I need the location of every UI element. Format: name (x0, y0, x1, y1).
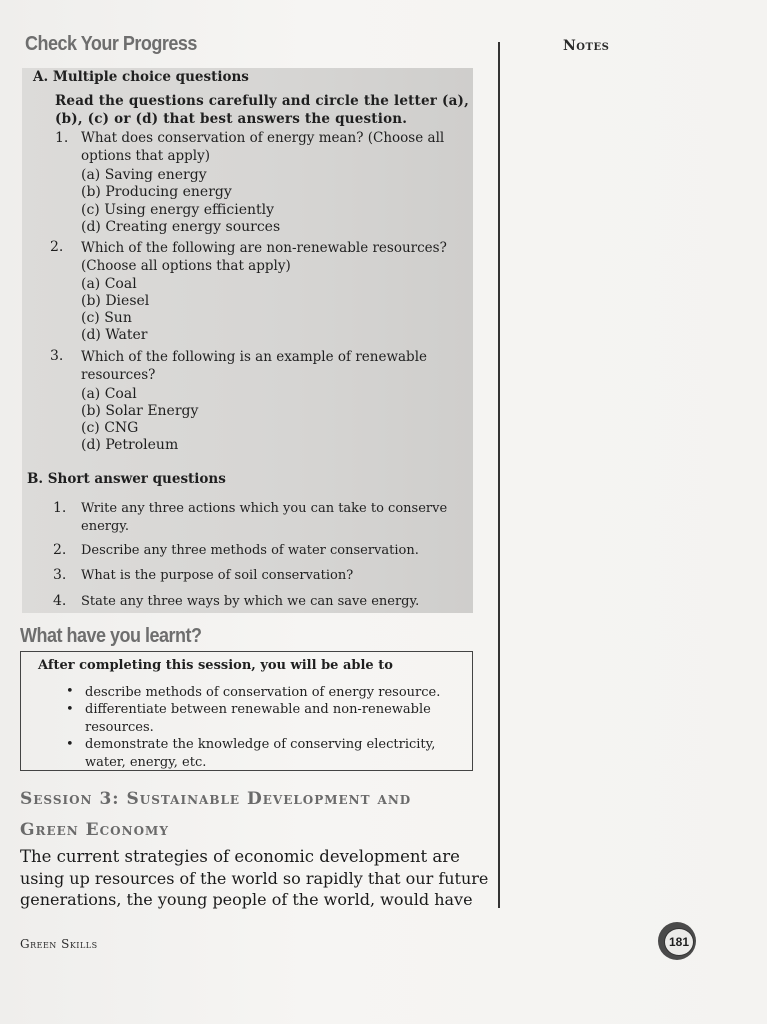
q3-option-a: (a) Coal (81, 386, 137, 402)
q1-option-a: (a) Saving energy (81, 167, 207, 183)
paragraph-line-2: using up resources of the world so rapidly that our future (20, 869, 489, 888)
q1-text-line-2: options that apply) (81, 148, 210, 164)
q2-text-line-1: Which of the following are non-renewable resources? (81, 240, 447, 256)
b-q2-line-1: Describe any three methods of water conservation. (81, 543, 419, 558)
b-q3-number: 3. (53, 567, 67, 583)
q2-text-line-2: (Choose all options that apply) (81, 258, 291, 274)
paragraph-line-1: The current strategies of economic development are (20, 847, 460, 866)
q1-option-b: (b) Producing energy (81, 184, 232, 200)
page-number: 181 (664, 928, 694, 956)
instruction-line-1: Read the questions carefully and circle the letter (a), (55, 93, 470, 109)
outcome-3-line-1: demonstrate the knowledge of conserving electricity, (85, 737, 436, 752)
q1-number: 1. (55, 130, 69, 146)
section-b-title: B. Short answer questions (27, 471, 226, 487)
b-q1-line-2: energy. (81, 519, 130, 534)
footer-book-title: Green Skills (20, 937, 98, 951)
session-heading-line-1: Session 3: Sustainable Development and (20, 789, 412, 809)
q1-option-d: (d) Creating energy sources (81, 219, 281, 235)
q3-option-d: (d) Petroleum (81, 437, 179, 453)
b-q1-number: 1. (53, 500, 67, 516)
bullet-icon: • (66, 684, 74, 699)
q3-option-c: (c) CNG (81, 420, 139, 436)
outcome-2-line-2: resources. (85, 720, 154, 735)
session-heading-line-2: Green Economy (20, 820, 169, 840)
b-q4-number: 4. (53, 593, 67, 609)
column-divider (498, 42, 500, 908)
b-q2-number: 2. (53, 542, 67, 558)
check-your-progress-heading: Check Your Progress (25, 31, 197, 55)
q2-option-d: (d) Water (81, 327, 148, 343)
instruction-line-2: (b), (c) or (d) that best answers the question. (55, 111, 408, 127)
q2-option-c: (c) Sun (81, 310, 132, 326)
outcome-3-line-2: water, energy, etc. (85, 755, 207, 770)
notes-heading (563, 38, 609, 54)
b-q1-line-1: Write any three actions which you can take to conserve (81, 501, 448, 516)
b-q3-line-1: What is the purpose of soil conservation? (81, 568, 354, 583)
outcome-2-line-1: differentiate between renewable and non-renewable (85, 702, 431, 717)
q3-text-line-2: resources? (81, 367, 156, 383)
bullet-icon: • (66, 737, 74, 752)
paragraph-line-3: generations, the young people of the world, would have (20, 890, 473, 909)
q3-text-line-1: Which of the following is an example of renewable (81, 349, 427, 365)
outcome-1-line-1: describe methods of conservation of energy resource. (85, 685, 441, 700)
notes-label: Notes (563, 38, 610, 54)
q2-option-b: (b) Diesel (81, 293, 150, 309)
learnt-intro: After completing this session, you will be able to (38, 658, 393, 673)
q1-option-c: (c) Using energy efficiently (81, 202, 275, 218)
q1-text-line-1: What does conservation of energy mean? (Choose all (81, 130, 445, 146)
bullet-icon: • (66, 702, 74, 717)
q2-number: 2. (50, 239, 64, 255)
q3-option-b: (b) Solar Energy (81, 403, 199, 419)
what-have-you-learnt-heading: What have you learnt? (20, 623, 202, 647)
b-q4-line-1: State any three ways by which we can save energy. (81, 594, 420, 609)
q3-number: 3. (50, 348, 64, 364)
section-a-title: A. Multiple choice questions (33, 69, 249, 85)
q2-option-a: (a) Coal (81, 276, 137, 292)
